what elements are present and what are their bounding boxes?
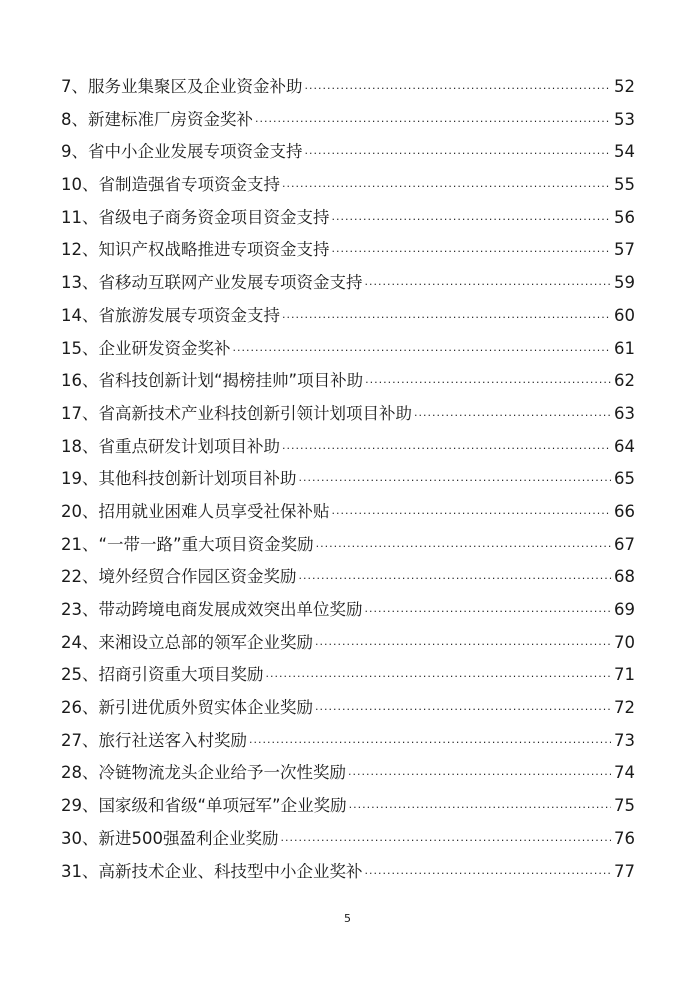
toc-entry-title: 18、省重点研发计划项目补助 bbox=[61, 436, 280, 456]
toc-entry[interactable] bbox=[61, 431, 635, 464]
dot-leader bbox=[365, 367, 611, 400]
toc-entry-page: 54 bbox=[614, 142, 635, 162]
dot-leader bbox=[365, 858, 612, 891]
toc-entry-title: 9、省中小企业发展专项资金支持 bbox=[61, 142, 303, 162]
toc-entry-title: 7、服务业集聚区及企业资金补助 bbox=[61, 77, 303, 96]
dot-leader bbox=[332, 498, 612, 531]
toc-entry-title: 21、“一带一路”重大项目资金奖励 bbox=[61, 534, 314, 554]
toc-entry[interactable] bbox=[61, 333, 635, 366]
toc-entry-title: 27、旅行社送客入村奖励 bbox=[61, 730, 247, 750]
toc-entry[interactable] bbox=[61, 234, 635, 267]
toc-entry-page: 52 bbox=[614, 77, 635, 96]
toc-entry-title: 8、新建标准厂房资金奖补 bbox=[61, 109, 253, 129]
dot-leader bbox=[365, 596, 612, 629]
toc-entry[interactable] bbox=[61, 725, 635, 758]
dot-leader bbox=[266, 661, 612, 694]
toc-entry-title: 23、带动跨境电商发展成效突出单位奖励 bbox=[61, 600, 363, 619]
page-number: 5 bbox=[344, 912, 351, 925]
dot-leader bbox=[316, 531, 611, 564]
toc-entry-title: 24、来湘设立总部的领军企业奖励 bbox=[61, 632, 313, 652]
toc-entry[interactable] bbox=[61, 169, 635, 202]
toc-entry-title: 17、省高新技术产业科技创新引领计划项目补助 bbox=[61, 403, 412, 423]
toc-entry-page: 57 bbox=[614, 240, 635, 260]
toc-entry[interactable] bbox=[61, 104, 635, 137]
toc-entry[interactable] bbox=[61, 136, 635, 169]
dot-leader bbox=[299, 465, 612, 498]
toc-entry-title: 29、国家级和省级“单项冠军”企业奖励 bbox=[61, 796, 347, 816]
dot-leader bbox=[348, 759, 611, 792]
dot-leader bbox=[233, 335, 612, 368]
dot-leader bbox=[282, 433, 611, 466]
toc-entry-title: 22、境外经贸合作园区资金奖励 bbox=[61, 567, 297, 587]
toc-entry[interactable] bbox=[61, 594, 635, 627]
dot-leader bbox=[332, 204, 612, 237]
dot-leader bbox=[299, 563, 612, 596]
dot-leader bbox=[305, 73, 612, 106]
toc-entry[interactable] bbox=[61, 300, 635, 333]
toc-entry-title: 12、知识产权战略推进专项资金支持 bbox=[61, 240, 330, 260]
toc-entry-title: 11、省级电子商务资金项目资金支持 bbox=[61, 207, 330, 227]
toc-entry-page: 63 bbox=[614, 403, 635, 423]
toc-entry-title: 14、省旅游发展专项资金支持 bbox=[61, 305, 280, 325]
toc-entry[interactable] bbox=[61, 659, 635, 692]
toc-entry[interactable] bbox=[61, 561, 635, 594]
toc-entry-page: 60 bbox=[614, 305, 635, 325]
toc-entry-page: 59 bbox=[614, 273, 635, 293]
toc-entry[interactable] bbox=[61, 692, 635, 725]
toc-entry[interactable] bbox=[61, 202, 635, 235]
toc-entry-title: 26、新引进优质外贸实体企业奖励 bbox=[61, 698, 313, 718]
dot-leader bbox=[332, 236, 612, 269]
toc-entry-page: 64 bbox=[614, 436, 635, 456]
toc-entry-title: 25、招商引资重大项目奖励 bbox=[61, 665, 264, 685]
table-of-contents bbox=[61, 71, 635, 888]
toc-entry[interactable] bbox=[61, 856, 635, 889]
dot-leader bbox=[249, 727, 611, 760]
toc-entry-page: 62 bbox=[614, 371, 635, 391]
toc-entry-page: 66 bbox=[614, 501, 635, 521]
dot-leader bbox=[315, 629, 611, 662]
toc-entry-page: 65 bbox=[614, 469, 635, 489]
toc-entry[interactable] bbox=[61, 463, 635, 496]
toc-entry-page: 70 bbox=[614, 632, 635, 652]
toc-entry-title: 16、省科技创新计划“揭榜挂帅”项目补助 bbox=[61, 371, 364, 391]
dot-leader bbox=[305, 138, 612, 171]
dot-leader bbox=[282, 302, 611, 335]
toc-entry[interactable] bbox=[61, 71, 635, 104]
toc-entry[interactable] bbox=[61, 790, 635, 823]
toc-entry[interactable] bbox=[61, 398, 635, 431]
toc-entry-title: 15、企业研发资金奖补 bbox=[61, 338, 231, 358]
toc-entry[interactable] bbox=[61, 627, 635, 660]
toc-entry-page: 56 bbox=[614, 207, 635, 227]
toc-entry-page: 53 bbox=[614, 109, 635, 129]
dot-leader bbox=[281, 825, 612, 858]
toc-entry-title: 28、冷链物流龙头企业给予一次性奖励 bbox=[61, 763, 346, 783]
toc-entry-title: 13、省移动互联网产业发展专项资金支持 bbox=[61, 273, 363, 293]
dot-leader bbox=[255, 106, 611, 139]
toc-entry-page: 55 bbox=[614, 175, 635, 195]
dot-leader bbox=[315, 694, 611, 727]
toc-entry[interactable] bbox=[61, 529, 635, 562]
toc-entry-page: 74 bbox=[614, 763, 635, 783]
toc-entry[interactable] bbox=[61, 267, 635, 300]
dot-leader bbox=[414, 400, 611, 433]
toc-entry-page: 72 bbox=[614, 698, 635, 718]
toc-entry[interactable] bbox=[61, 823, 635, 856]
toc-entry-page: 75 bbox=[614, 796, 635, 816]
toc-entry-page: 68 bbox=[614, 567, 635, 587]
toc-entry-page: 69 bbox=[614, 600, 635, 619]
toc-entry-page: 73 bbox=[614, 730, 635, 750]
dot-leader bbox=[365, 269, 612, 302]
toc-entry-title: 31、高新技术企业、科技型中小企业奖补 bbox=[61, 861, 363, 881]
toc-entry-page: 76 bbox=[614, 828, 635, 848]
toc-entry[interactable] bbox=[61, 757, 635, 790]
toc-entry[interactable] bbox=[61, 365, 635, 398]
toc-entry[interactable] bbox=[61, 496, 635, 529]
toc-entry-title: 10、省制造强省专项资金支持 bbox=[61, 175, 280, 195]
dot-leader bbox=[282, 171, 611, 204]
toc-entry-title: 20、招用就业困难人员享受社保补贴 bbox=[61, 501, 330, 521]
toc-entry-page: 67 bbox=[614, 534, 635, 554]
toc-entry-title: 19、其他科技创新计划项目补助 bbox=[61, 469, 297, 489]
toc-entry-title: 30、新进500强盈利企业奖励 bbox=[61, 828, 279, 848]
toc-entry-page: 61 bbox=[614, 338, 635, 358]
toc-entry-page: 71 bbox=[614, 665, 635, 685]
toc-entry-page: 77 bbox=[614, 861, 635, 881]
dot-leader bbox=[349, 792, 611, 825]
